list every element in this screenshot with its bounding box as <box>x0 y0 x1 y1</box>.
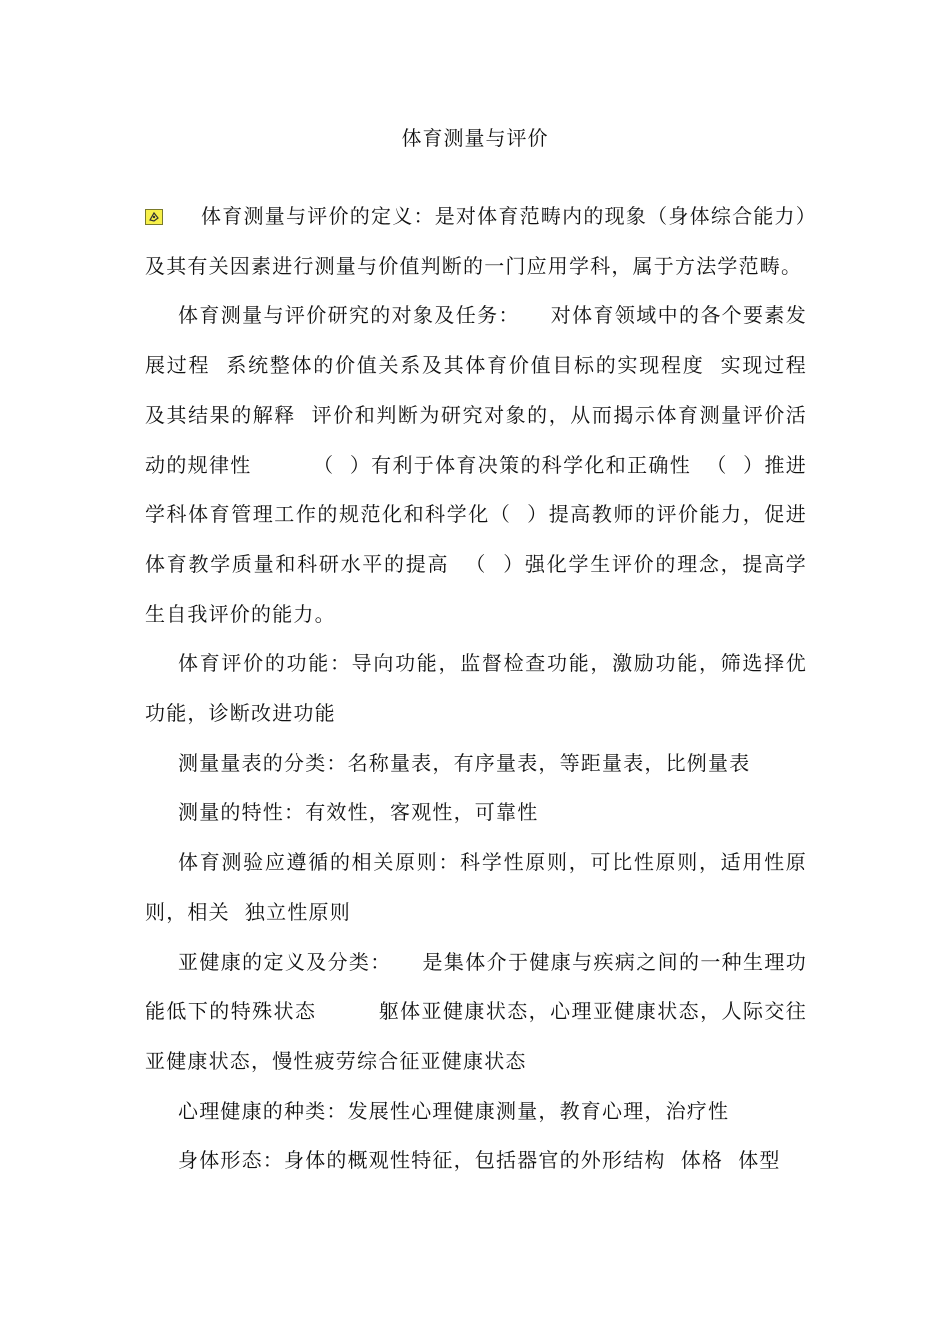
paragraph-text: 体育测量与评价的定义：是对体育范畴内的现象（身体综合能力）及其有关因素进行测量与价值判断的一门应用学科，属于方法学范畴。 <box>145 204 807 278</box>
paragraph-test-principles: 体育测验应遵循的相关原则：科学性原则，可比性原则，适用性原则，相关 独立性原则 <box>145 850 807 924</box>
note-icon <box>145 209 163 225</box>
document-body <box>145 192 807 1186</box>
document-title: 体育测量与评价 <box>401 126 549 150</box>
paragraph-definition <box>145 192 807 291</box>
paragraph-subhealth: 亚健康的定义及分类： 是集体介于健康与疾病之间的一种生理功能低下的特殊状态 躯体亚健康状态，心理亚健康状态，人际交往亚健康状态，慢性疲劳综合征亚健康状态 <box>145 949 807 1073</box>
paragraph-research-object: 体育测量与评价研究的对象及任务： 对体育领域中的各个要素发展过程 系统整体的价值关系及其体育价值目标的实现程度 实现过程及其结果的解释 评价和判断为研究对象的，从而揭示体育测量评价活动的规律性 （ ）有利于体育决策的科学化和正确性 （ ）推进学科体育管理工作的规范化和科学化（ ）提高教师的评价能力，促进体育教学质量和科研水平的提高 （ ）强化学生评价的理念，提高学生自我评价的能力。 <box>145 303 807 626</box>
paragraph-mental-health: 心理健康的种类：发展性心理健康测量，教育心理，治疗性 <box>178 1098 730 1123</box>
paragraph-measurement-properties: 测量的特性：有效性，客观性，可靠性 <box>178 800 539 825</box>
paragraph-evaluation-functions: 体育评价的功能：导向功能，监督检查功能，激励功能，筛选择优功能，诊断改进功能 <box>145 651 807 726</box>
paragraph-body-form: 身体形态：身体的概观性特征，包括器官的外形结构 体格 体型 <box>178 1148 781 1173</box>
paragraph-scale-types: 测量量表的分类：名称量表，有序量表，等距量表，比例量表 <box>178 750 751 775</box>
